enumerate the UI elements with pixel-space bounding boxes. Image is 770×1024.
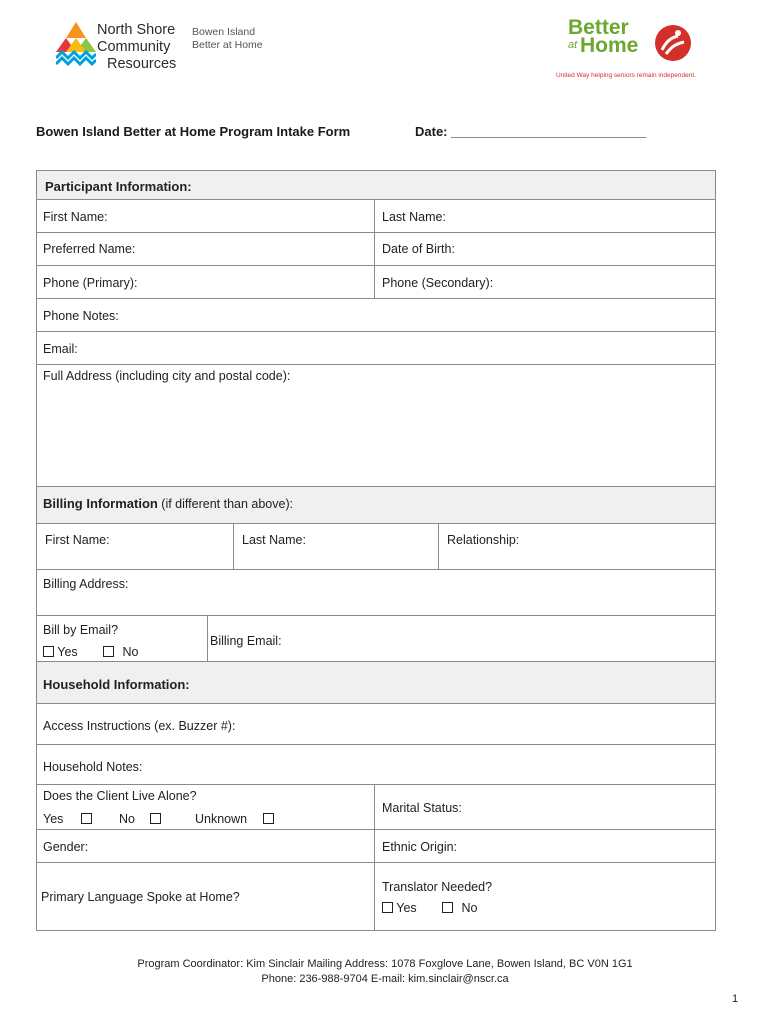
- live-alone-unknown-option[interactable]: [195, 812, 274, 826]
- translator-no-label: No: [461, 901, 478, 915]
- live-alone-unknown-label: Unknown: [195, 812, 248, 826]
- email-label: Email:: [43, 342, 78, 356]
- billing-address-label: Billing Address:: [43, 577, 129, 591]
- united-way-tagline: United Way helping seniors remain independent.: [556, 72, 696, 79]
- live-alone-no-label: No: [119, 812, 135, 826]
- translator-needed-field: [374, 863, 715, 930]
- translator-no-option[interactable]: [442, 901, 477, 915]
- marital-status-field[interactable]: [374, 785, 715, 829]
- access-instructions-field[interactable]: [37, 703, 715, 744]
- billing-first-name-field[interactable]: [37, 524, 233, 569]
- bah-home-text: Home: [580, 34, 639, 57]
- program-name: [192, 26, 263, 52]
- billing-section-name: Billing Information: [43, 496, 158, 511]
- bah-at-text: at: [568, 39, 578, 51]
- footer-contact-line1: Program Coordinator: Kim Sinclair Mailing Address: 1078 Foxglove Lane, Bowen Island, BC V0N 1G1: [137, 958, 633, 970]
- access-instructions-label: Access Instructions (ex. Buzzer #):: [43, 719, 236, 733]
- preferred-name-field[interactable]: [37, 233, 374, 265]
- program-name-line2: Better at Home: [192, 39, 263, 51]
- checkbox-icon[interactable]: [81, 813, 92, 824]
- phone-notes-label: Phone Notes:: [43, 309, 119, 323]
- checkbox-icon[interactable]: [382, 902, 393, 913]
- page-number: 1: [732, 993, 739, 1005]
- gender-label: Gender:: [43, 840, 89, 854]
- org-name-line3: Resources: [107, 56, 177, 72]
- last-name-label: Last Name:: [382, 210, 446, 224]
- phone-primary-field[interactable]: [37, 266, 374, 298]
- billing-email-field[interactable]: [207, 616, 715, 661]
- nscr-logo: [56, 22, 184, 72]
- live-alone-field: [37, 785, 374, 829]
- billing-email-label: Billing Email:: [210, 634, 282, 648]
- bill-by-email-no-label: No: [122, 645, 139, 659]
- bill-by-email-no-option[interactable]: [103, 645, 138, 659]
- bill-by-email-yes-label: Yes: [57, 645, 78, 659]
- marital-status-label: Marital Status:: [382, 801, 462, 815]
- ethnic-origin-field[interactable]: [374, 830, 715, 862]
- date-of-birth-field[interactable]: [374, 233, 715, 265]
- participant-section-header: [37, 170, 715, 199]
- org-name-line1: North Shore: [97, 22, 176, 38]
- ethnic-origin-label: Ethnic Origin:: [382, 840, 458, 854]
- last-name-field[interactable]: [374, 200, 715, 232]
- form-title: Bowen Island Better at Home Program Intake Form: [36, 124, 351, 139]
- nscr-mountains-icon: [56, 22, 96, 66]
- live-alone-yes-label: Yes: [43, 812, 64, 826]
- live-alone-marital-row: [37, 784, 715, 829]
- primary-language-label: Primary Language Spoke at Home?: [41, 890, 240, 904]
- household-notes-label: Household Notes:: [43, 760, 143, 774]
- translator-yes-option[interactable]: [382, 901, 417, 915]
- program-name-line1: Bowen Island: [192, 26, 256, 38]
- phone-notes-field[interactable]: [37, 298, 715, 331]
- primary-language-field[interactable]: [37, 863, 374, 930]
- email-field[interactable]: [37, 331, 715, 364]
- participant-section-title: Participant Information:: [45, 179, 192, 194]
- gender-field[interactable]: [37, 830, 374, 862]
- better-at-home-logo: [556, 16, 706, 84]
- billing-section-header: [37, 486, 715, 523]
- relationship-field[interactable]: [438, 524, 715, 569]
- full-address-label: Full Address (including city and postal code):: [43, 369, 291, 383]
- first-name-label: First Name:: [43, 210, 108, 224]
- footer-contact-line2: Phone: 236-988-9704 E-mail: kim.sinclair@nscr.ca: [261, 973, 509, 985]
- name-row: [37, 199, 715, 232]
- billing-section-note: (if different than above):: [157, 497, 294, 511]
- first-name-field[interactable]: [37, 200, 374, 232]
- billing-section-title: [43, 496, 293, 511]
- bill-by-email-field: [37, 616, 207, 661]
- billing-last-name-field[interactable]: [233, 524, 438, 569]
- household-section-header: [37, 661, 715, 703]
- household-notes-field[interactable]: [37, 744, 715, 784]
- bah-better-text: Better: [568, 16, 629, 39]
- date-of-birth-label: Date of Birth:: [382, 242, 455, 256]
- translator-yes-label: Yes: [396, 901, 417, 915]
- org-name-line2: Community: [97, 39, 171, 55]
- checkbox-icon[interactable]: [442, 902, 453, 913]
- date-field[interactable]: Date: ___________________________: [415, 124, 647, 139]
- preferred-name-label: Preferred Name:: [43, 242, 136, 256]
- bill-by-email-label: Bill by Email?: [43, 623, 119, 637]
- household-section-title: Household Information:: [43, 677, 190, 692]
- phone-secondary-label: Phone (Secondary):: [382, 276, 494, 290]
- billing-last-name-label: Last Name:: [242, 533, 306, 547]
- checkbox-icon[interactable]: [103, 646, 114, 657]
- checkbox-icon[interactable]: [43, 646, 54, 657]
- bill-by-email-row: [37, 615, 715, 661]
- checkbox-icon[interactable]: [150, 813, 161, 824]
- bill-by-email-yes-option[interactable]: [43, 645, 78, 659]
- relationship-label: Relationship:: [447, 533, 520, 547]
- language-translator-row: [37, 862, 715, 930]
- billing-address-field[interactable]: [37, 569, 715, 615]
- full-address-field[interactable]: [37, 364, 715, 486]
- billing-name-row: [37, 523, 715, 569]
- phone-row: [37, 265, 715, 298]
- translator-needed-label: Translator Needed?: [382, 880, 493, 894]
- checkbox-icon[interactable]: [263, 813, 274, 824]
- live-alone-no-option[interactable]: [119, 812, 161, 826]
- united-way-icon: [654, 24, 692, 62]
- live-alone-label: Does the Client Live Alone?: [43, 789, 197, 803]
- phone-primary-label: Phone (Primary):: [43, 276, 138, 290]
- intake-form-table: [36, 170, 716, 931]
- live-alone-yes-option[interactable]: [43, 812, 92, 826]
- phone-secondary-field[interactable]: [374, 266, 715, 298]
- preferred-dob-row: [37, 232, 715, 265]
- gender-ethnic-row: [37, 829, 715, 862]
- billing-first-name-label: First Name:: [45, 533, 110, 547]
